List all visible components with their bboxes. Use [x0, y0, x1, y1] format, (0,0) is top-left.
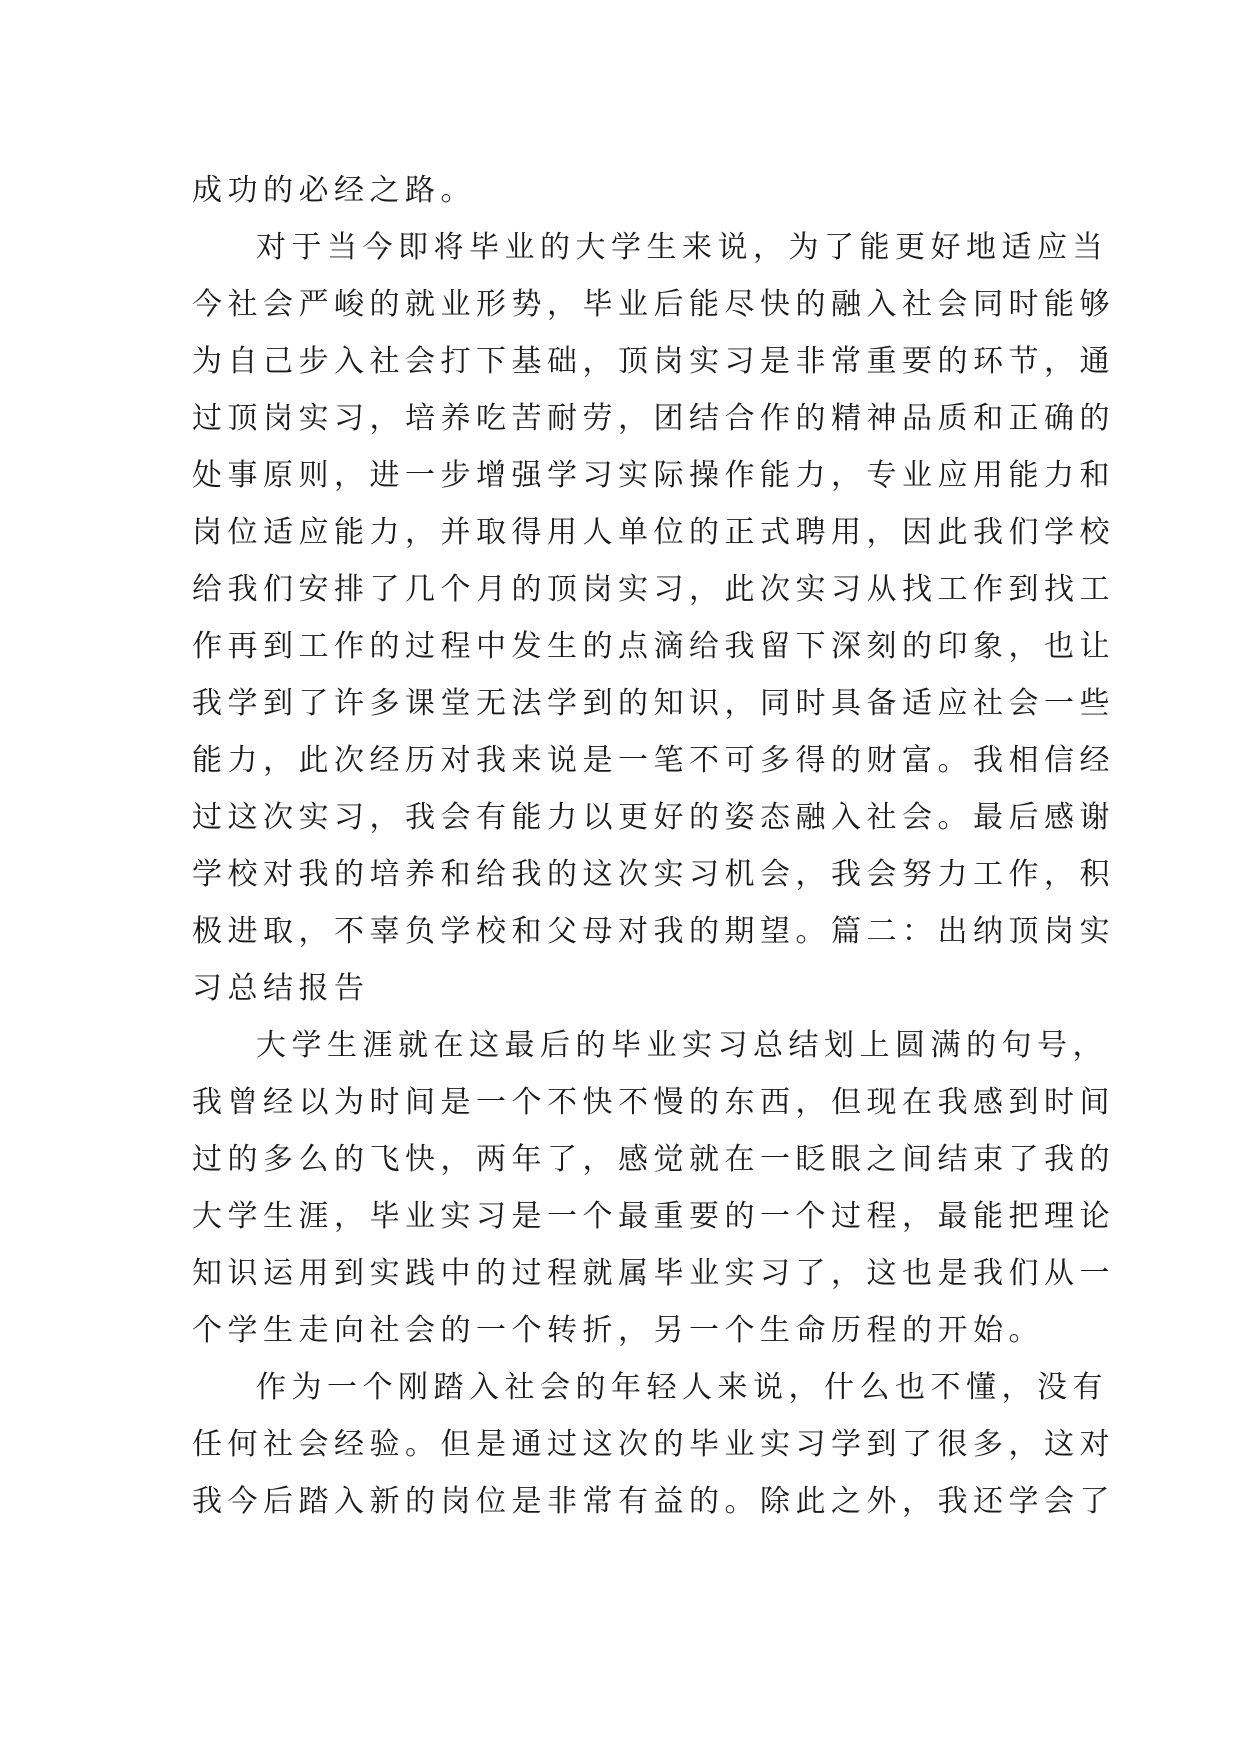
document-body [192, 162, 1115, 1530]
text-line: 知识运用到实践中的过程就属毕业实习了，这也是我们从一 [192, 1256, 1115, 1291]
text-line: 极进取，不辜负学校和父母对我的期望。篇二：出纳顶岗实 [192, 914, 1115, 949]
text-line: 作再到工作的过程中发生的点滴给我留下深刻的印象，也让 [192, 629, 1115, 664]
text-line: 作为一个刚踏入社会的年轻人来说，什么也不懂，没有 [256, 1370, 1108, 1405]
text-line: 能力，此次经历对我来说是一笔不可多得的财富。我相信经 [192, 743, 1115, 778]
text-line: 为自己步入社会打下基础，顶岗实习是非常重要的环节，通 [192, 344, 1115, 379]
text-line: 习总结报告 [192, 971, 370, 1006]
text-line: 任何社会经验。但是通过这次的毕业实习学到了很多，这对 [192, 1427, 1115, 1462]
text-line: 过顶岗实习，培养吃苦耐劳，团结合作的精神品质和正确的 [192, 401, 1115, 436]
text-line: 学校对我的培养和给我的这次实习机会，我会努力工作，积 [192, 857, 1115, 892]
text-line: 成功的必经之路。 [192, 173, 476, 208]
text-line: 个学生走向社会的一个转折，另一个生命历程的开始。 [192, 1313, 1044, 1348]
text-line: 岗位适应能力，并取得用人单位的正式聘用，因此我们学校 [192, 515, 1115, 550]
text-line: 对于当今即将毕业的大学生来说，为了能更好地适应当 [256, 230, 1108, 265]
text-line: 大学生涯，毕业实习是一个最重要的一个过程，最能把理论 [192, 1199, 1115, 1234]
text-line: 过这次实习，我会有能力以更好的姿态融入社会。最后感谢 [192, 800, 1115, 835]
text-line: 我今后踏入新的岗位是非常有益的。除此之外，我还学会了 [192, 1484, 1115, 1519]
text-line: 我学到了许多课堂无法学到的知识，同时具备适应社会一些 [192, 686, 1115, 721]
text-line: 给我们安排了几个月的顶岗实习，此次实习从找工作到找工 [192, 572, 1115, 607]
text-line: 今社会严峻的就业形势，毕业后能尽快的融入社会同时能够 [192, 287, 1115, 322]
text-line: 大学生涯就在这最后的毕业实习总结划上圆满的句号， [256, 1028, 1108, 1063]
text-line: 过的多么的飞快，两年了，感觉就在一眨眼之间结束了我的 [192, 1142, 1115, 1177]
text-line: 我曾经以为时间是一个不快不慢的东西，但现在我感到时间 [192, 1085, 1115, 1120]
text-line: 处事原则，进一步增强学习实际操作能力，专业应用能力和 [192, 458, 1115, 493]
